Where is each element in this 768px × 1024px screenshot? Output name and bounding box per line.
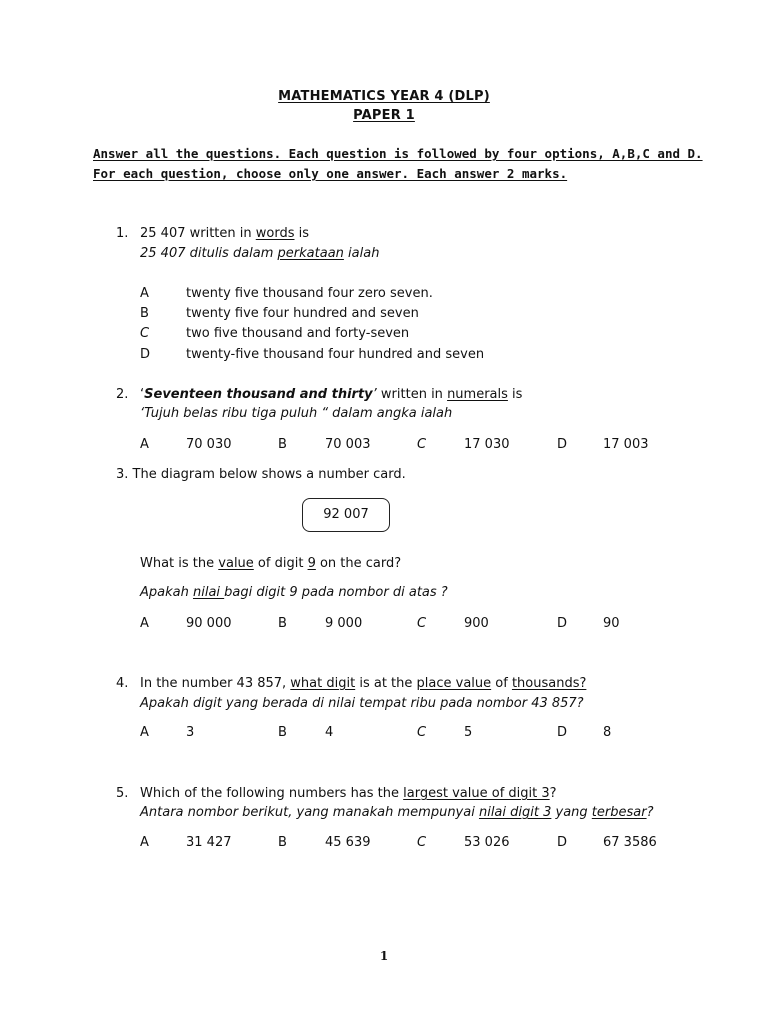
q5-option-letter: C [417,835,427,850]
q2-option-text: 17 003 [603,437,649,452]
q3-question-en: What is the value of digit 9 on the card? [140,556,402,571]
q4-option-letter: A [140,725,149,740]
q1-option-text: twenty five thousand four zero seven. [186,286,433,301]
q2-number: 2. [116,387,129,402]
q1-option-letter: D [140,347,151,362]
q5-option-letter: B [278,835,287,850]
q3-option-text: 90 [603,616,620,631]
q3-intro: 3. The diagram below shows a number card. [116,467,406,482]
q4-number: 4. [116,676,129,691]
page-title: MATHEMATICS YEAR 4 (DLP) [278,89,490,104]
instruction-line-2: For each question, choose only one answer. Each answer 2 marks. [93,166,568,181]
q5-option-letter: A [140,835,149,850]
q1-question-ms: 25 407 ditulis dalam perkataan ialah [140,246,380,261]
q1-number: 1. [116,226,129,241]
q3-option-letter: C [417,616,427,631]
q3-option-letter: A [140,616,149,631]
q5-question-en: Which of the following numbers has the largest value of digit 3? [140,786,557,801]
q1-option-text: twenty-five thousand four hundred and seven [186,347,485,362]
q4-option-text: 5 [464,725,473,740]
q2-question-en: ‘Seventeen thousand and thirty’ written in numerals is [140,387,523,402]
q4-option-letter: B [278,725,287,740]
q3-question-ms: Apakah nilai bagi digit 9 pada nombor di atas ? [140,585,448,600]
q5-option-text: 67 3586 [603,835,657,850]
q5-option-text: 31 427 [186,835,232,850]
q5-question-ms: Antara nombor berikut, yang manakah mempunyai nilai digit 3 yang terbesar? [140,805,654,820]
q4-question-ms: Apakah digit yang berada di nilai tempat ribu pada nombor 43 857? [140,696,584,711]
q3-option-text: 900 [464,616,489,631]
paper-label: PAPER 1 [353,108,415,123]
q3-option-letter: D [557,616,568,631]
q2-option-letter: B [278,437,287,452]
q5-option-text: 45 639 [325,835,371,850]
q2-option-text: 17 030 [464,437,510,452]
q3-option-text: 9 000 [325,616,363,631]
q2-option-text: 70 003 [325,437,371,452]
q3-option-letter: B [278,616,287,631]
q3-option-text: 90 000 [186,616,232,631]
q1-option-text: twenty five four hundred and seven [186,306,419,321]
instruction-line-1: Answer all the questions. Each question is followed by four options, A,B,C and D. [93,146,703,161]
q5-option-text: 53 026 [464,835,510,850]
q4-question-en: In the number 43 857, what digit is at the place value of thousands? [140,676,587,691]
q2-question-ms: ‘Tujuh belas ribu tiga puluh “ dalam angka ialah [140,406,453,421]
q1-option-letter: B [140,306,149,321]
q4-option-text: 3 [186,725,195,740]
q4-option-text: 8 [603,725,612,740]
q1-option-letter: A [140,286,149,301]
q1-question-en: 25 407 written in words is [140,226,310,241]
q5-number: 5. [116,786,129,801]
q1-option-letter: C [140,326,150,341]
number-card: 92 007 [302,498,390,532]
q5-option-letter: D [557,835,568,850]
q4-option-text: 4 [325,725,334,740]
q2-option-letter: C [417,437,427,452]
q4-option-letter: C [417,725,427,740]
q2-option-letter: A [140,437,149,452]
page-number: 1 [379,949,389,963]
q1-option-text: two five thousand and forty-seven [186,326,410,341]
q4-option-letter: D [557,725,568,740]
q2-option-letter: D [557,437,568,452]
q2-option-text: 70 030 [186,437,232,452]
